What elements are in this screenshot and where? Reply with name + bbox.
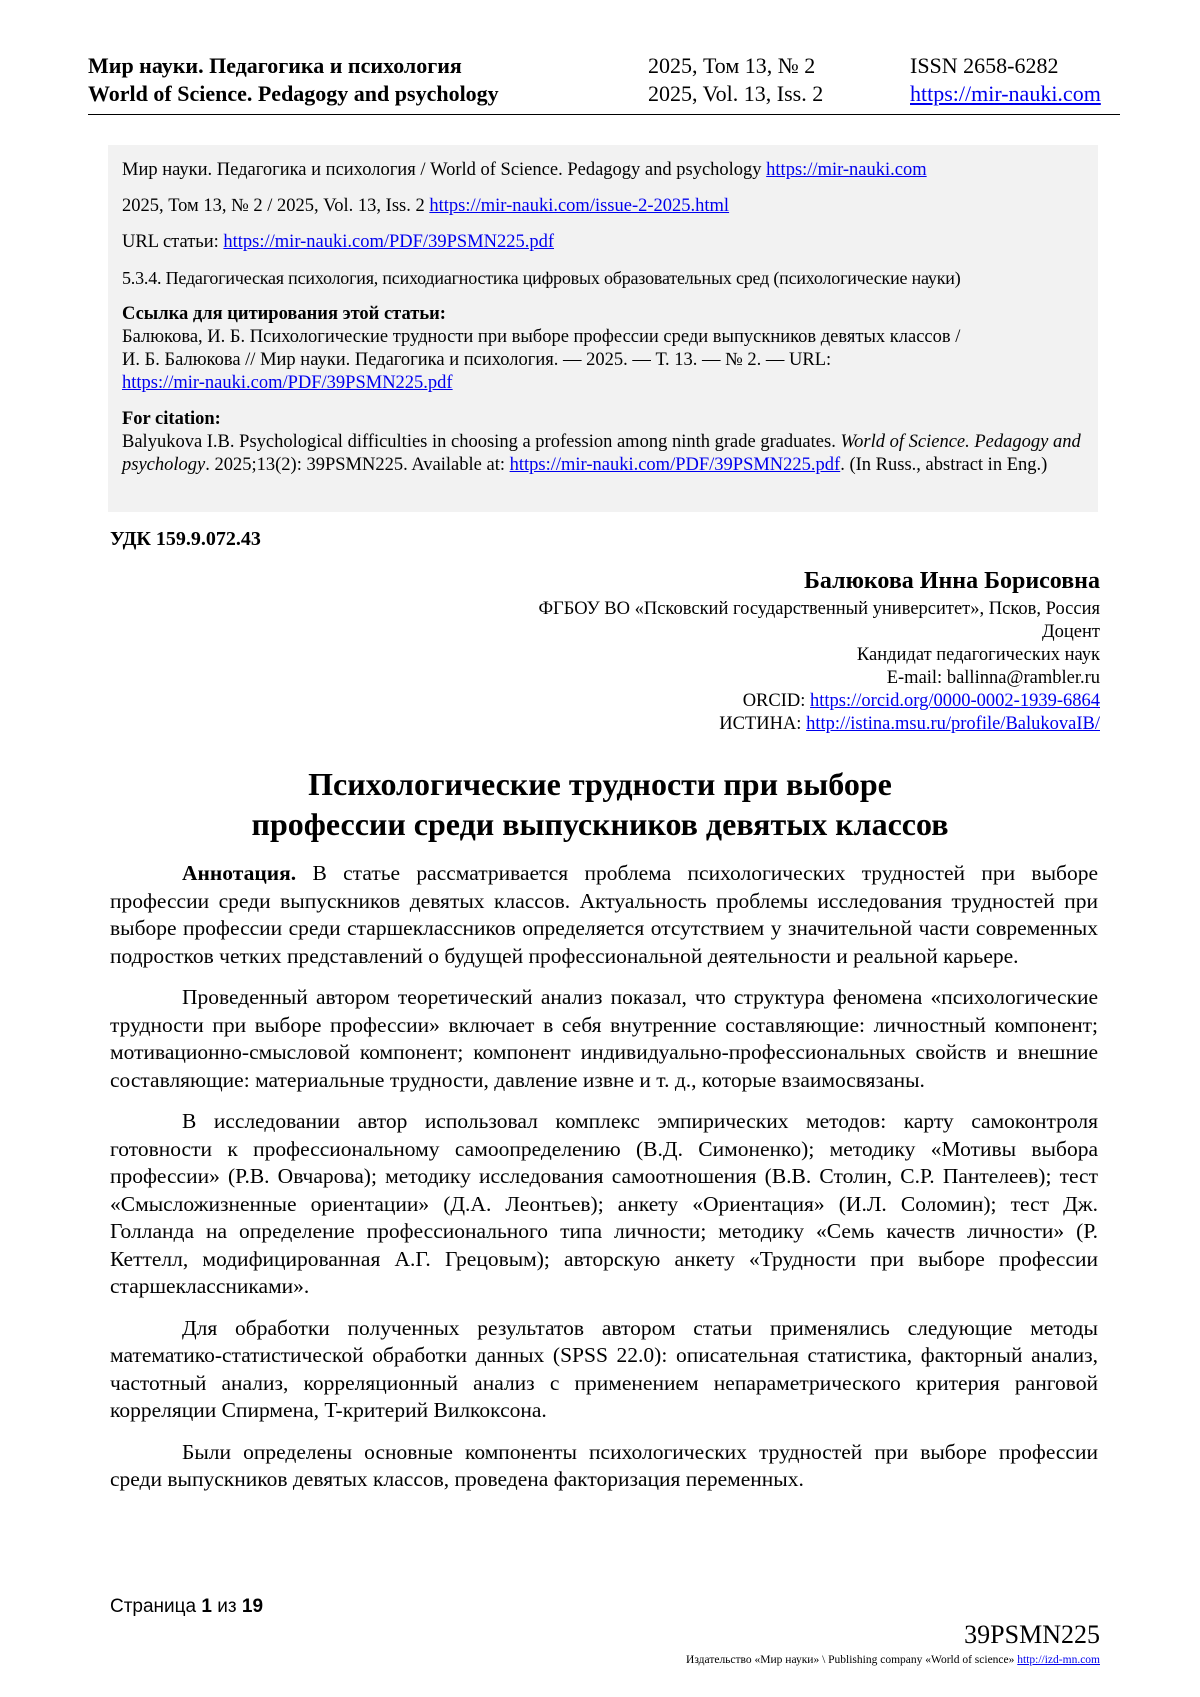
abstract-paragraph: В исследовании автор использовал комплекс эмпирических методов: карту самоконтроля готовности к профессиональному самоопределению (В.Д. Симоненко); методику «Мотивы выбора профессии» (Р.В. Овчарова); методику исследования самоотношения (В.В. Столин, С.Р. Пантелеев); тест «Смысложизненные ориентации» (Д.А. Леонтьев); анкету «Ориентация» (И.Л. Соломин); тест Дж. Голланда на определение профессионального типа личности; методику «Семь качеств личности» (Р. Кеттелл, модифицированная А.Г. Грецовым); авторскую анкету «Трудности при выборе профессии старшеклассниками». — [110, 1109, 1098, 1298]
issue-info — [648, 52, 823, 108]
journal-url-link[interactable]: https://mir-nauki.com — [766, 160, 927, 180]
author-position: Доцент — [1042, 622, 1100, 642]
specialty-line: 5.3.4. Педагогическая психология, психодиагностика цифровых образовательных сред (психологические науки) — [122, 268, 961, 288]
abstract-paragraph: Проведенный автором теоретический анализ показал, что структура феномена «психологические трудности при выборе профессии» включает в себя внутренние составляющие: личностный компонент; мотивационно-смысловой компонент; компонент индивидуально-профессиональных свойств и внешние составляющие: материальные трудности, давление извне и т. д., которые взаимосвязаны. — [110, 985, 1098, 1092]
author-affiliation: ФГБОУ ВО «Псковский государственный университет», Псков, Россия — [538, 599, 1100, 619]
istina-link[interactable]: http://istina.msu.ru/profile/BalukovaIB/ — [806, 714, 1100, 734]
citation-en-url-link[interactable]: https://mir-nauki.com/PDF/39PSMN225.pdf — [509, 455, 841, 475]
issue-url-link[interactable]: https://mir-nauki.com/issue-2-2025.html — [429, 196, 730, 216]
issue-line: 2025, Том 13, № 2 / 2025, Vol. 13, Iss. 2 https://mir-nauki.com/issue-2-2025.html — [122, 196, 730, 216]
citation-en: For citation: Balyukova I.B. Psychological difficulties in choosing a profession among ninth grade graduates. World of Science. Pedagogy and psychology. 2025;13(2): 39PSMN225. Available at: https://mir-nauki.com/PDF/39PSMN225.pdf. (In Russ., abstract in Eng.) — [122, 409, 1081, 475]
issn-site — [910, 52, 1101, 108]
abstract-body — [110, 860, 1098, 1508]
journal-title — [88, 52, 499, 108]
citation-ru-url-link[interactable]: https://mir-nauki.com/PDF/39PSMN225.pdf — [122, 373, 453, 393]
abstract-label: Аннотация. — [182, 861, 297, 885]
abstract-paragraph: Для обработки полученных результатов автором статьи применялись следующие методы математико-статистической обработки данных (SPSS 22.0): описательная статистика, факторный анализ, частотный анализ, корреляционный анализ с применением непараметрического критерия ранговой корреляции Спирмена, T-критерий Вилкоксона. — [110, 1315, 1098, 1422]
issn: ISSN 2658-6282 — [910, 53, 1059, 78]
publisher-link[interactable]: http://izd-mn.com — [1017, 1654, 1100, 1666]
journal-site-link[interactable]: https://mir-nauki.com — [910, 81, 1101, 106]
author-email: E-mail: ballinna@rambler.ru — [886, 668, 1100, 688]
author-orcid: ORCID: https://orcid.org/0000-0002-1939-6864 — [742, 691, 1100, 711]
author-name: Балюкова Инна Борисовна — [804, 568, 1100, 594]
article-code: 39PSMN225 — [964, 1620, 1100, 1649]
publisher-line: Издательство «Мир науки» \ Publishing company «World of science» http://izd-mn.com — [686, 1654, 1100, 1666]
page-header — [88, 52, 1120, 115]
article-url-link[interactable]: https://mir-nauki.com/PDF/39PSMN225.pdf — [223, 232, 554, 252]
orcid-link[interactable]: https://orcid.org/0000-0002-1939-6864 — [810, 691, 1100, 711]
udk-code: УДК 159.9.072.43 — [110, 528, 261, 550]
citation-box — [108, 145, 1098, 512]
issue-ru: 2025, Том 13, № 2 — [648, 53, 816, 78]
author-degree: Кандидат педагогических наук — [856, 645, 1100, 665]
author-block — [538, 566, 1100, 736]
journal-title-en: World of Science. Pedagogy and psychology — [88, 81, 499, 106]
author-istina: ИСТИНА: http://istina.msu.ru/profile/BalukovaIB/ — [719, 714, 1100, 734]
article-title: Психологические трудности при выборе профессии среди выпускников девятых классов — [251, 766, 949, 842]
issue-en: 2025, Vol. 13, Iss. 2 — [648, 81, 824, 106]
citation-ru: Ссылка для цитирования этой статьи: Балюкова, И. Б. Психологические трудности при выборе профессии среди выпускников девятых классов / И. Б. Балюкова // Мир науки. Педагогика и психология. — 2025. — Т. 13. — № 2. — URL: https://mir-nauki.com/PDF/39PSMN225.pdf — [122, 304, 961, 393]
journal-title-ru: Мир науки. Педагогика и психология — [88, 53, 462, 78]
citation-en-heading: For citation: — [122, 409, 221, 429]
journal-line: Мир науки. Педагогика и психология / World of Science. Pedagogy and psychology https://mir-nauki.com — [122, 160, 927, 180]
abstract-paragraph: Были определены основные компоненты психологических трудностей при выборе профессии среди выпускников девятых классов, проведена факторизация переменных. — [110, 1439, 1098, 1491]
article-url-line: URL статьи: https://mir-nauki.com/PDF/39PSMN225.pdf — [122, 232, 554, 252]
citation-ru-heading: Ссылка для цитирования этой статьи: — [122, 304, 446, 324]
abstract-paragraph: Аннотация. В статье рассматривается проблема психологических трудностей при выборе профессии среди выпускников девятых классов. Актуальность проблемы исследования трудностей при выборе профессии среди старшеклассников определяется отсутствием у значительной части современных подростков четких представлений о будущей профессиональной деятельности и реальной карьере. — [110, 861, 1099, 968]
page-number: Страница 1 из 19 — [110, 1596, 264, 1617]
